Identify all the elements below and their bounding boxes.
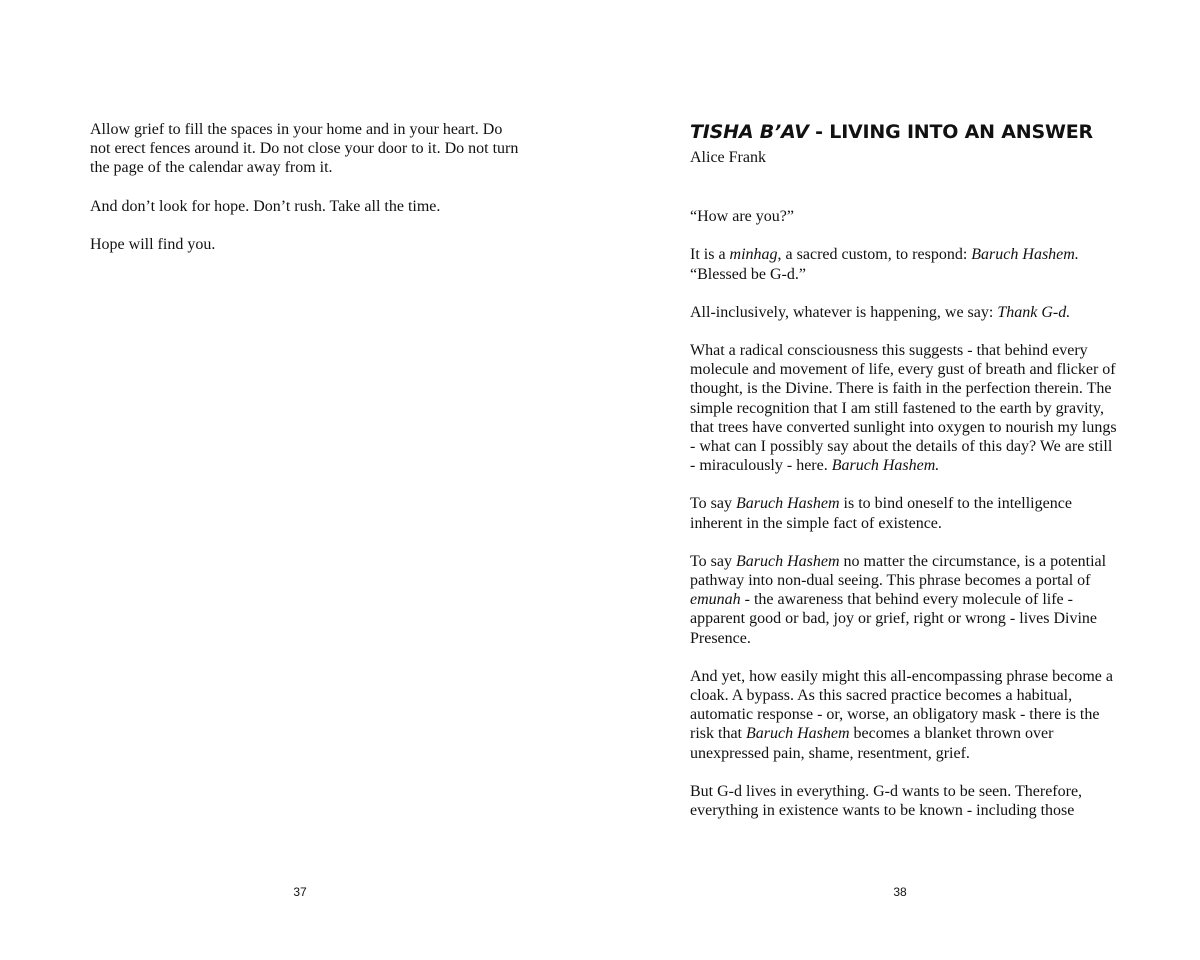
text-run: “Blessed be G-d.” bbox=[690, 265, 806, 283]
paragraph bbox=[690, 552, 1120, 648]
italic-term: Baruch Hashem. bbox=[971, 246, 1079, 264]
paragraph: Hope will find you. bbox=[90, 235, 216, 253]
paragraph bbox=[690, 303, 1120, 322]
chapter-title-italic: TISHA B’AV bbox=[690, 121, 809, 143]
author-name: Alice Frank bbox=[690, 149, 766, 166]
text-run: no matter the circumstance, is a potential pathway into non-dual seeing. This phrase becomes a portal of bbox=[690, 552, 1107, 590]
text-run: What a radical consciousness this suggests - that behind every molecule and movement of life, every gust of breath and flicker of thought, is the Divine. There is faith in the perfection therein. The simple recognition that I am still fastened to the earth by gravity, that trees have converted sunlight into oxygen to nourish my lungs - what can I possibly say about the details of this day? We are still - miraculously - here. bbox=[690, 342, 1117, 475]
italic-term: minhag bbox=[729, 246, 778, 264]
paragraph: Allow grief to fill the spaces in your home and in your heart. Do not erect fences around it. Do not close your door to it. Do not turn the page of the calendar away from it. bbox=[90, 121, 519, 177]
text-run: To say bbox=[690, 552, 736, 570]
italic-term: Baruch Hashem. bbox=[831, 457, 940, 475]
page-number: 37 bbox=[293, 885, 307, 899]
italic-term: Baruch Hashem bbox=[746, 725, 850, 743]
text-run: - the awareness that behind every molecule of life - apparent good or bad, joy or grief, right or wrong - lives Divine Presence. bbox=[690, 591, 1098, 647]
chapter-title bbox=[690, 120, 1120, 144]
text-run: To say bbox=[690, 495, 736, 513]
paragraph: But G-d lives in everything. G-d wants to be seen. Therefore, everything in existence wants to be known - including those bbox=[690, 782, 1083, 820]
paragraph bbox=[690, 494, 1120, 532]
text-run: All-inclusively, whatever is happening, we say: bbox=[690, 303, 998, 321]
italic-term: emunah bbox=[690, 591, 741, 609]
italic-term: Thank G-d. bbox=[997, 303, 1071, 321]
right-page bbox=[600, 0, 1200, 960]
text-run: becomes a blanket thrown over unexpressed pain, shame, resentment, grief. bbox=[690, 725, 1054, 762]
text-run: , a sacred custom, to respond: bbox=[777, 246, 972, 264]
italic-term: Baruch Hashem bbox=[735, 552, 840, 570]
italic-term: Baruch Hashem bbox=[735, 495, 840, 513]
text-run: It is a bbox=[690, 246, 730, 264]
paragraph: And don’t look for hope. Don’t rush. Take all the time. bbox=[90, 197, 441, 215]
page-number: 38 bbox=[893, 885, 907, 899]
text-run: is to bind oneself to the intelligence inherent in the simple fact of existence. bbox=[690, 495, 1072, 532]
paragraph: “How are you?” bbox=[690, 208, 794, 226]
paragraph bbox=[690, 667, 1120, 763]
text-run: And yet, how easily might this all-encompassing phrase become a cloak. A bypass. As this sacred practice becomes a habitual, automatic response - or, worse, an obligatory mask - there is the risk that bbox=[690, 667, 1114, 743]
chapter-title-rest: - LIVING INTO AN ANSWER bbox=[808, 121, 1093, 143]
left-page-body bbox=[90, 120, 520, 273]
paragraph bbox=[690, 245, 1120, 283]
paragraph bbox=[690, 341, 1120, 475]
right-page-body bbox=[690, 120, 1120, 839]
